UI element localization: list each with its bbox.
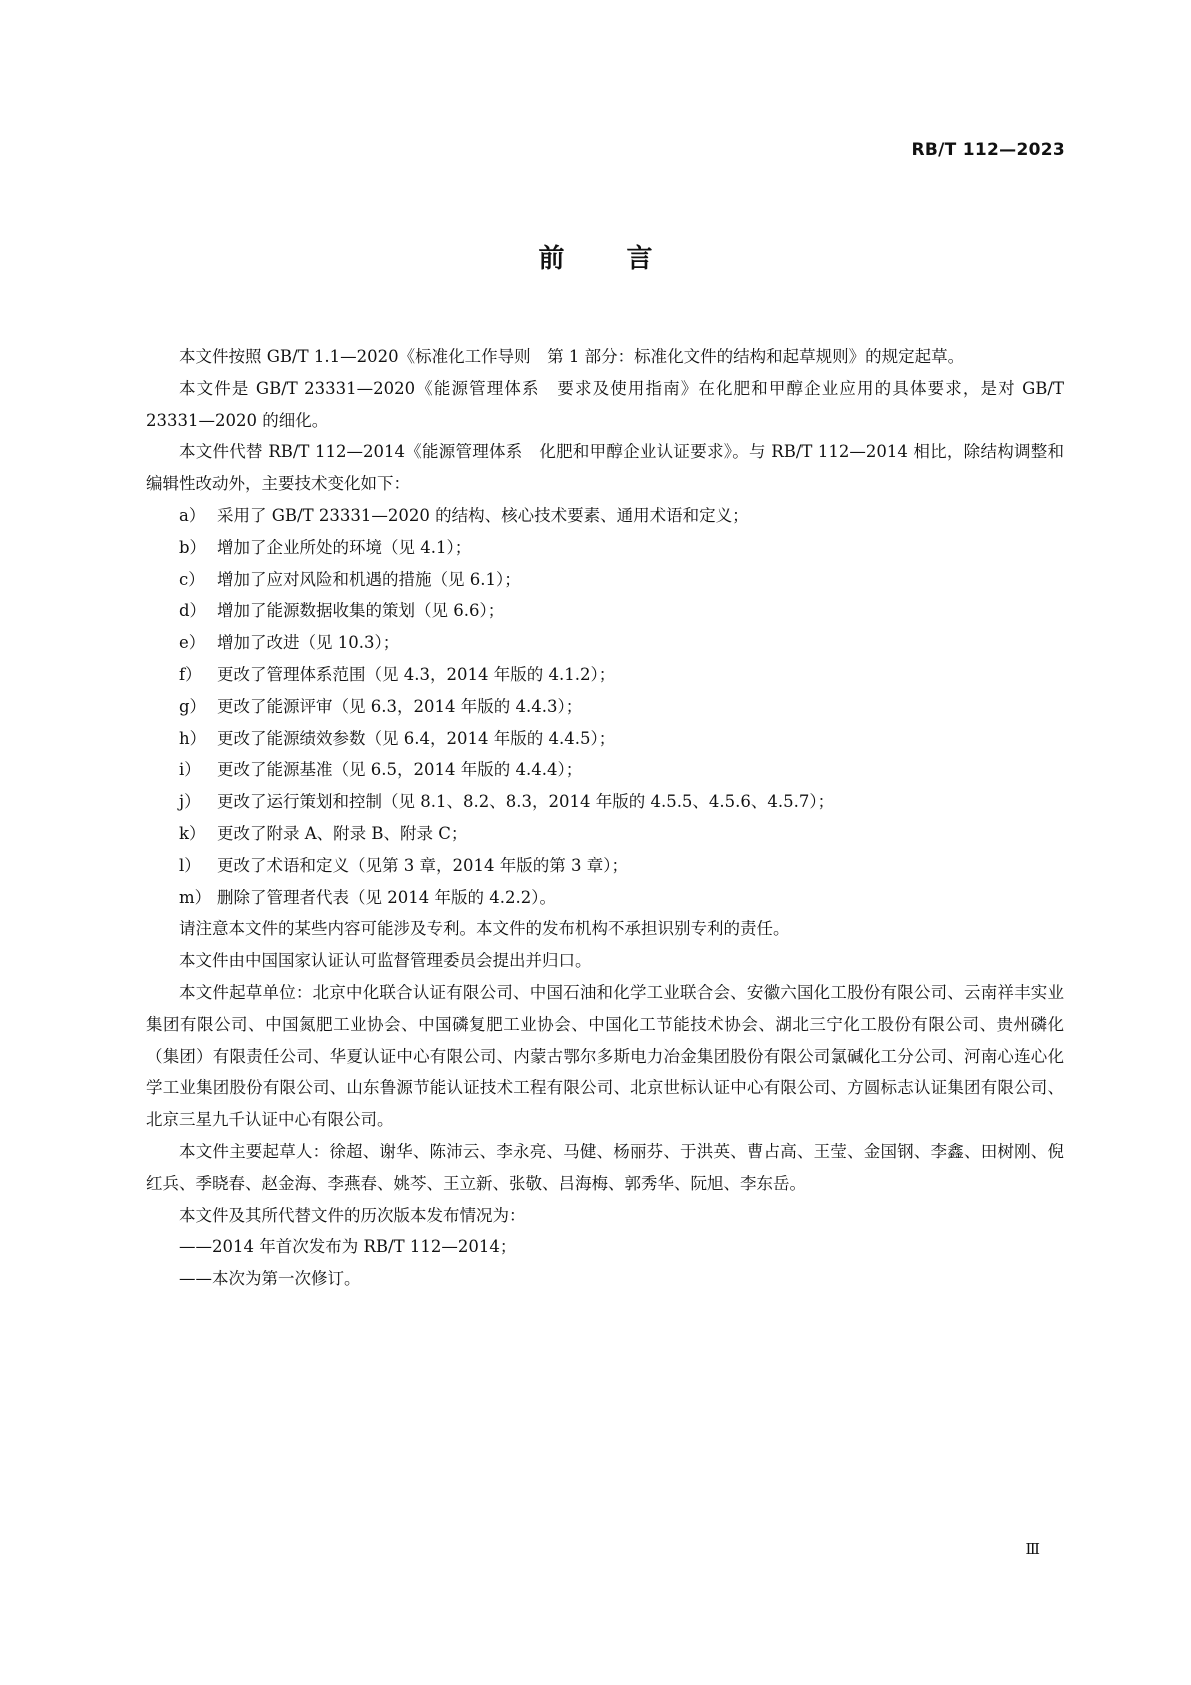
list-item [146, 691, 1064, 723]
paragraph-proposer: 本文件由中国国家认证认可监督管理委员会提出并归口。 [179, 951, 592, 971]
paragraph-drafting-units: 本文件起草单位：北京中化联合认证有限公司、中国石油和化学工业联合会、安徽六国化工股份有限公司、云南祥丰实业集团有限公司、中国氮肥工业协会、中国磷复肥工业协会、中国化工节能技术协会、湖北三宁化工股份有限公司、贵州磷化（集团）有限责任公司、华夏认证中心有限公司、内蒙古鄂尔多斯电力冶金集团股份有限公司氯碱化工分公司、河南心连心化学工业集团股份有限公司、山东鲁源节能认证技术工程有限公司、北京世标认证中心有限公司、方圆标志认证集团有限公司、北京三星九千认证中心有限公司。 [146, 982, 1064, 1130]
list-item [146, 595, 1064, 627]
list-item-text: 删除了管理者代表（见 2014 年版的 4.2.2）。 [217, 887, 556, 907]
list-marker: b） [179, 537, 207, 557]
document-body [146, 341, 1064, 1295]
list-marker: e） [179, 633, 206, 653]
list-marker: i） [179, 760, 201, 780]
list-marker: f） [179, 664, 202, 684]
list-item-text: 更改了术语和定义（见第 3 章，2014 年版的第 3 章）； [217, 855, 628, 875]
list-marker: j） [179, 792, 201, 812]
technical-changes-list [146, 500, 1064, 913]
paragraph-history-intro: 本文件及其所代替文件的历次版本发布情况为： [179, 1205, 526, 1225]
list-item-text: 增加了改进（见 10.3）； [217, 633, 400, 653]
list-marker: l） [179, 855, 201, 875]
page-number: Ⅲ [1025, 1540, 1039, 1558]
list-item [146, 882, 1064, 914]
paragraph-drafters: 本文件主要起草人：徐超、谢华、陈沛云、李永亮、马健、杨丽芬、于洪英、曹占高、王莹、金国钢、李鑫、田树刚、倪红兵、季晓春、赵金海、李燕春、姚芩、王立新、张敬、吕海梅、郭秀华、阮旭、李东岳。 [146, 1141, 1064, 1193]
list-item-text: 采用了 GB/T 23331—2020 的结构、核心技术要素、通用术语和定义； [217, 505, 749, 525]
history-item: ——本次为第一次修订。 [179, 1269, 361, 1289]
list-item [146, 627, 1064, 659]
list-item-text: 增加了企业所处的环境（见 4.1）； [217, 537, 472, 557]
paragraph-patent-notice: 请注意本文件的某些内容可能涉及专利。本文件的发布机构不承担识别专利的责任。 [179, 919, 790, 939]
list-item-text: 更改了能源基准（见 6.5，2014 年版的 4.4.4）； [217, 760, 583, 780]
list-marker: a） [179, 505, 206, 525]
paragraph-scope-relation: 本文件是 GB/T 23331—2020《能源管理体系 要求及使用指南》在化肥和甲醇企业应用的具体要求，是对 GB/T 23331—2020 的细化。 [146, 378, 1064, 430]
list-marker: m） [179, 887, 212, 907]
list-marker: d） [179, 601, 207, 621]
list-marker: g） [179, 696, 207, 716]
list-item-text: 更改了管理体系范围（见 4.3，2014 年版的 4.1.2）； [217, 664, 616, 684]
list-item-text: 增加了应对风险和机遇的措施（见 6.1）； [217, 569, 521, 589]
list-item [146, 786, 1064, 818]
list-item [146, 564, 1064, 596]
list-item-text: 更改了能源绩效参数（见 6.4，2014 年版的 4.4.5）； [217, 728, 616, 748]
list-item [146, 818, 1064, 850]
document-code: RB/T 112—2023 [911, 140, 1065, 160]
version-history-list [146, 1231, 1064, 1295]
list-item-text: 更改了运行策划和控制（见 8.1、8.2、8.3，2014 年版的 4.5.5、4.5.6、4.5.7）； [217, 792, 835, 812]
list-item [146, 850, 1064, 882]
list-marker: h） [179, 728, 207, 748]
list-item-text: 增加了能源数据收集的策划（见 6.6）； [217, 601, 505, 621]
paragraph-replacement: 本文件代替 RB/T 112—2014《能源管理体系 化肥和甲醇企业认证要求》。与 RB/T 112—2014 相比，除结构调整和编辑性改动外，主要技术变化如下： [146, 442, 1064, 494]
list-item [146, 723, 1064, 755]
list-item [146, 500, 1064, 532]
page-title: 前言 [538, 244, 715, 274]
list-item [146, 532, 1064, 564]
history-item: ——2014 年首次发布为 RB/T 112—2014； [179, 1237, 517, 1257]
list-item-text: 更改了附录 A、附录 B、附录 C； [217, 823, 468, 843]
list-item [146, 754, 1064, 786]
list-item [146, 659, 1064, 691]
list-marker: k） [179, 823, 206, 843]
list-marker: c） [179, 569, 205, 589]
paragraph-drafting-rules: 本文件按照 GB/T 1.1—2020《标准化工作导则 第 1 部分：标准化文件的结构和起草规则》的规定起草。 [179, 347, 965, 366]
list-item-text: 更改了能源评审（见 6.3，2014 年版的 4.4.3）； [217, 696, 583, 716]
